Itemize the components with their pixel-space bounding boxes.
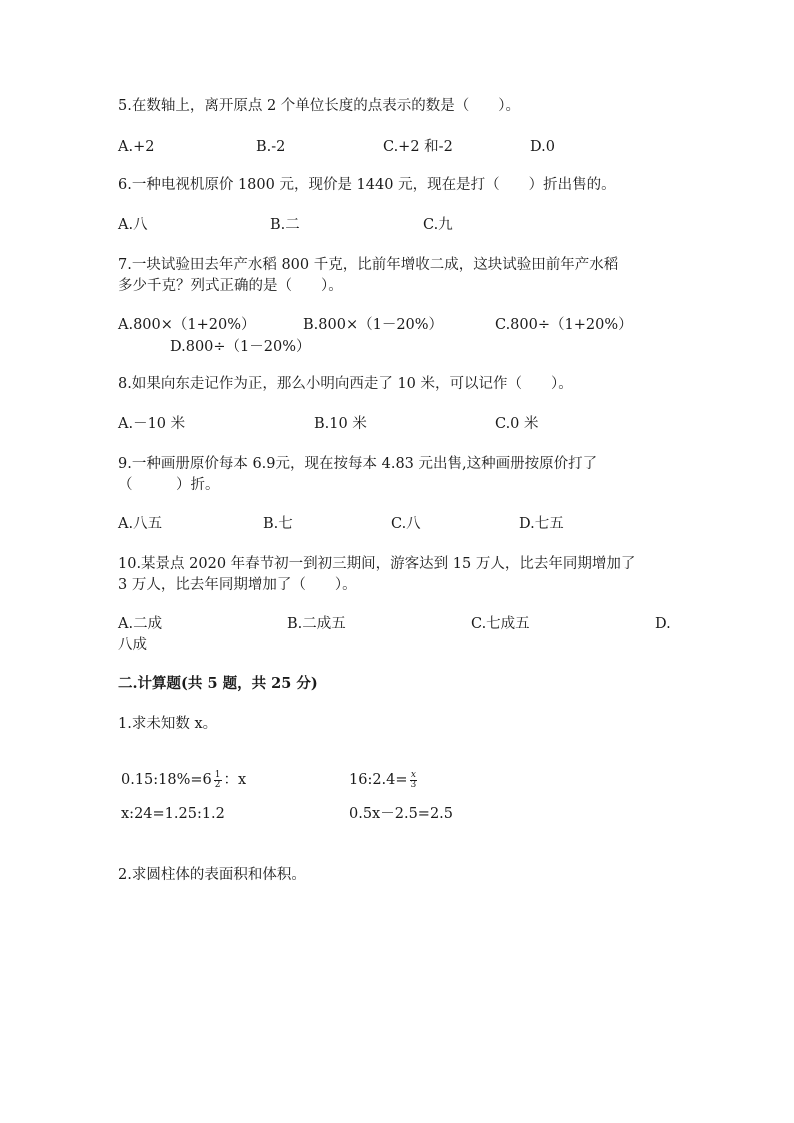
q5-option-c: C.+2 和-2 — [383, 139, 453, 155]
q6-option-b: B.二 — [270, 217, 300, 233]
equation-4: 0.5x－2.5=2.5 — [349, 806, 454, 822]
fraction-denominator: 2 — [214, 779, 221, 790]
q10-stem-line1: 10.某景点 2020 年春节初一到初三期间，游客达到 15 万人，比去年同期增加了 — [118, 556, 636, 572]
equation-2-fraction — [410, 771, 418, 790]
section-heading: 二.计算题(共 5 题，共 25 分) — [118, 675, 318, 692]
q9-stem-line2: （ ）折。 — [118, 477, 220, 493]
q5-option-a: A.+2 — [118, 139, 155, 155]
q7-option-d: D.800÷（1－20%） — [170, 339, 311, 355]
q7-stem-line1: 7.一块试验田去年产水稻 800 千克，比前年增收二成，这块试验田前年产水稻 — [118, 257, 619, 273]
q9-option-a: A.八五 — [118, 516, 163, 532]
fraction-denominator: 3 — [410, 779, 417, 790]
q9-option-c: C.八 — [391, 516, 421, 532]
q8-option-c: C.0 米 — [495, 416, 539, 432]
q8-option-b: B.10 米 — [314, 416, 367, 432]
q9-option-b: B.七 — [263, 516, 293, 532]
equation-1 — [121, 770, 246, 790]
q10-option-a: A.二成 — [118, 616, 163, 632]
q7-option-c: C.800÷（1+20%） — [495, 317, 633, 333]
q6-stem: 6.一种电视机原价 1800 元，现价是 1440 元，现在是打（ ）折出售的。 — [118, 177, 616, 193]
q7-stem-line2: 多少千克？列式正确的是（ ）。 — [118, 278, 343, 294]
q10-option-d-label: D. — [655, 616, 671, 632]
q7-option-a: A.800×（1+20%） — [118, 317, 256, 333]
equation-3: x:24=1.25:1.2 — [121, 806, 225, 822]
q5-option-b: B.-2 — [256, 139, 286, 155]
calc2-title: 2.求圆柱体的表面积和体积。 — [118, 867, 306, 883]
q9-stem-line1: 9.一种画册原价每本 6.9元，现在按每本 4.83 元出售,这种画册按原价打了 — [118, 456, 598, 472]
equation-1-suffix: ：x — [223, 772, 247, 788]
equation-1-fraction — [214, 771, 222, 790]
q6-option-a: A.八 — [118, 217, 148, 233]
calc1-title: 1.求未知数 x。 — [118, 716, 218, 732]
q5-option-d: D.0 — [530, 139, 555, 155]
fraction-numerator: 1 — [214, 769, 221, 780]
q10-option-b: B.二成五 — [287, 616, 346, 632]
equation-2-prefix: 16:2.4= — [349, 772, 408, 788]
q5-stem: 5.在数轴上，离开原点 2 个单位长度的点表示的数是（ ）。 — [118, 98, 521, 114]
equation-2 — [349, 770, 419, 790]
equation-1-prefix: 0.15:18%=6 — [121, 772, 212, 788]
q8-option-a: A.－10 米 — [118, 416, 186, 432]
fraction-numerator: x — [410, 769, 416, 780]
q8-stem: 8.如果向东走记作为正，那么小明向西走了 10 米，可以记作（ ）。 — [118, 376, 573, 392]
q9-option-d: D.七五 — [519, 516, 564, 532]
q10-stem-line2: 3 万人，比去年同期增加了（ ）。 — [118, 577, 357, 593]
q10-option-d-text: 八成 — [118, 637, 147, 653]
q10-option-c: C.七成五 — [471, 616, 530, 632]
q7-option-b: B.800×（1－20%） — [303, 317, 444, 333]
q6-option-c: C.九 — [423, 217, 453, 233]
